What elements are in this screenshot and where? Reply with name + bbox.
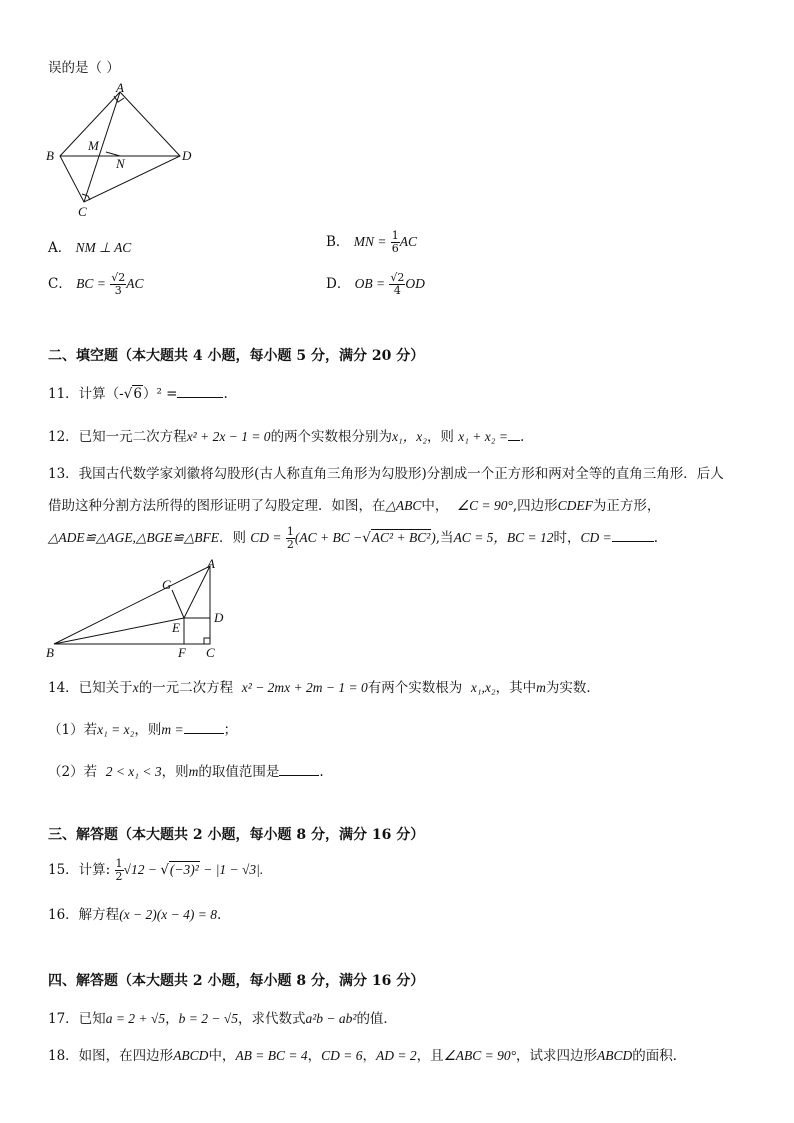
figure-right-triangle-abc [44,556,234,662]
question-11: 11．计算（-√6）² = . [48,386,228,402]
label-D: D [182,148,192,163]
section-4-heading: 四、解答题（本大题共 2 小题，每小题 8 分，满分 16 分） [48,973,425,989]
label-B: B [46,148,54,163]
option-d: D． OB = $\frac{√2}{4}$ OD [326,271,425,297]
label-A: A [207,556,215,571]
question-18: 18．如图，在四边形ABCD中，AB = BC = 4，CD = 6，AD = 2，且∠ABC = 90°，试求四边形ABCD的面积． [48,1048,687,1064]
answer-blank [184,721,224,734]
figure-quadrilateral-abcd [44,80,204,220]
question-13-line-1: 13．我国古代数学家刘徽将勾股形(古人称直角三角形为勾股形)分割成一个正方形和两对全等的直角三角形．后人 [48,466,724,482]
question-17: 17．已知a = 2 + √5，b = 2 − √5，求代数式a²b − ab²的值． [48,1011,397,1027]
label-G: G [162,577,172,592]
option-a: A． NM ⊥ AC [48,240,132,256]
question-14-part-2: （2）若 2 < x₁ < 3，则m的取值范围是 . [48,764,324,780]
label-B: B [46,645,54,660]
section-2-heading: 二、填空题（本大题共 4 小题，每小题 5 分，满分 20 分） [48,348,425,364]
answer-blank [508,428,520,441]
question-13-line-3: △ADE≌△AGE,△BGE≌△BFE．则 CD = $\frac{1}{2}$ (AC + BC −√AC² + BC²),当AC = 5，BC = 12时，CD = . [48,525,659,551]
answer-blank [279,763,319,776]
section-3-heading: 三、解答题（本大题共 2 小题，每小题 8 分，满分 16 分） [48,827,425,843]
label-C: C [206,645,215,660]
label-D: D [214,610,224,625]
label-N: N [116,156,125,171]
answer-blank [612,529,654,542]
question-12: 12．已知一元二次方程x² + 2x − 1 = 0的两个实数根分别为x₁，x₂，则 x₁ + x₂ = . [48,429,525,445]
label-F: F [178,645,186,660]
question-13-line-2: 借助这种分割方法所得的图形证明了勾股定理．如图，在△ABC中， ∠C = 90°,四边形CDEF为正方形， [48,498,661,514]
label-E: E [172,620,180,635]
q10-tail: 误的是（ ） [48,60,120,76]
option-c: C． BC = $\frac{√2}{3}$ AC [48,271,144,297]
question-16: 16．解方程(x − 2)(x − 4) = 8. [48,907,222,923]
label-A: A [116,80,124,95]
question-14: 14．已知关于x的一元二次方程 x² − 2mx + 2m − 1 = 0有两个实数根为 x₁,x₂，其中m为实数． [48,680,600,696]
option-b: B． MN = $\frac{1}{6}$ AC [326,229,418,255]
answer-blank [177,385,223,398]
question-14-part-1: （1）若x₁ = x₂，则m = ； [48,722,238,738]
label-C: C [78,204,87,219]
label-M: M [88,138,99,153]
question-15: 15．计算: $\frac{1}{2}$ √12 − √(−3)² − |1 − √3|. [48,857,264,883]
